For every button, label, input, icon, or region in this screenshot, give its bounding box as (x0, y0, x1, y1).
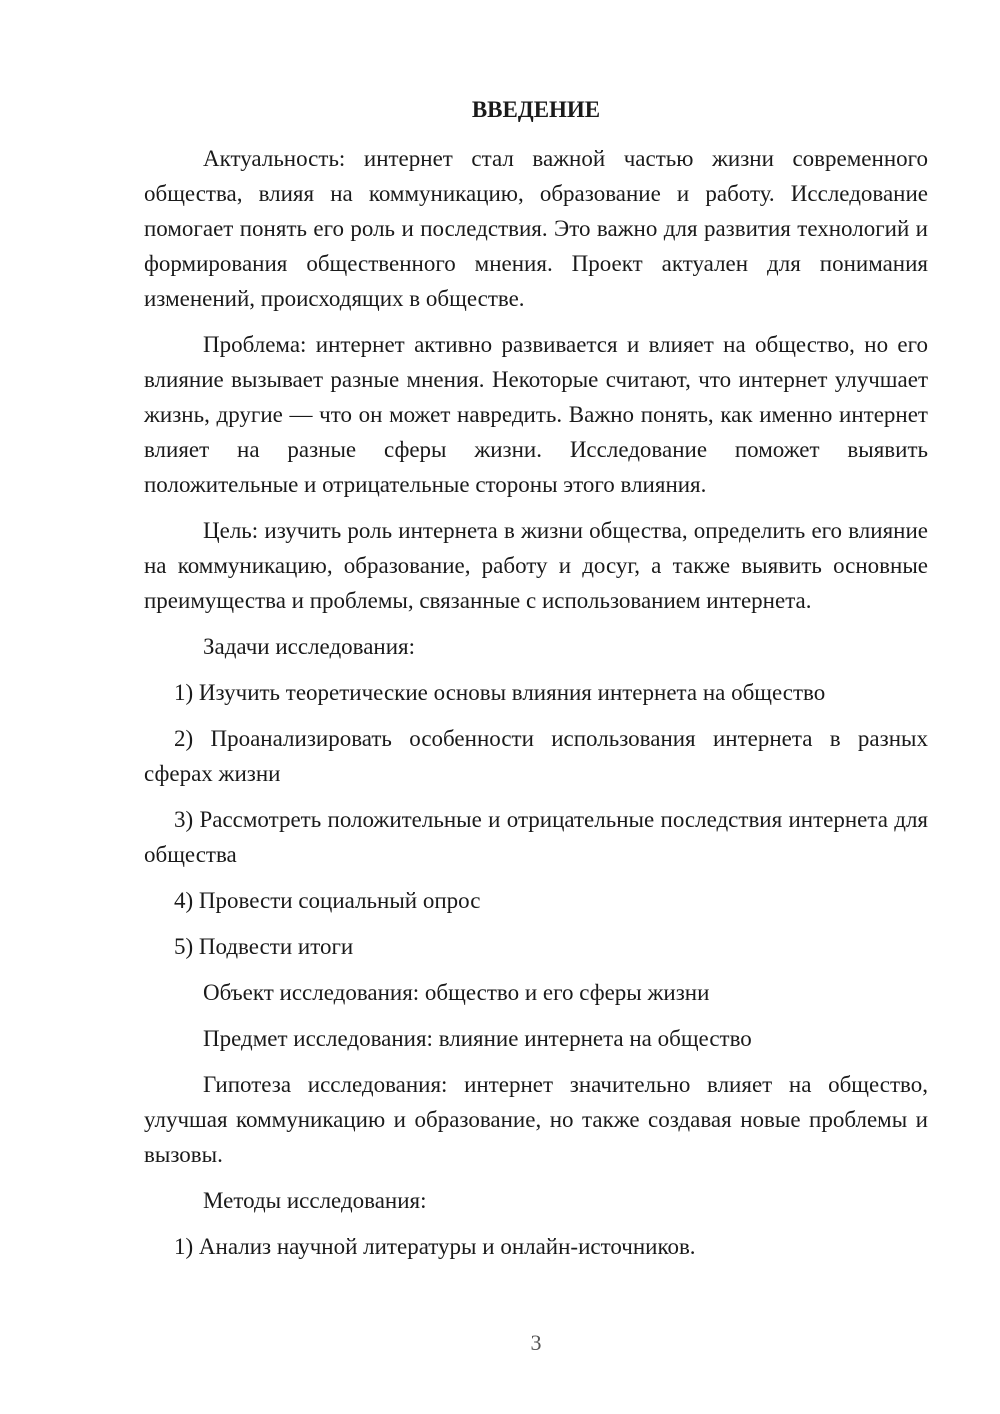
task-item-3: 3) Рассмотреть положительные и отрицательные последствия интернета для общества (144, 807, 928, 867)
problem-paragraph: Проблема: интернет активно развивается и влияет на общество, но его влияние вызывает разные мнения. Некоторые считают, что интернет улучшает жизнь, другие — что он может навредить. Важно понять, как именно интернет влияет на разные сферы жизни. Исследование поможет выявить положительные и отрицательные стороны этого влияния. (144, 332, 928, 497)
goal-paragraph: Цель: изучить роль интернета в жизни общества, определить его влияние на коммуникацию, образование, работу и досуг, а также выявить основные преимущества и проблемы, связанные с использованием интернета. (144, 518, 928, 613)
tasks-label: Задачи исследования: (203, 634, 416, 659)
task-item-2: 2) Проанализировать особенности использования интернета в разных сферах жизни (144, 726, 928, 786)
task-item-5: 5) Подвести итоги (174, 934, 354, 959)
hypothesis-paragraph: Гипотеза исследования: интернет значительно влияет на общество, улучшая коммуникацию и образование, но также создавая новые проблемы и вызовы. (144, 1072, 928, 1167)
method-item-1: 1) Анализ научной литературы и онлайн-источников. (174, 1234, 696, 1259)
subject-line: Предмет исследования: влияние интернета на общество (203, 1026, 752, 1051)
relevance-paragraph: Актуальность: интернет стал важной частью жизни современного общества, влияя на коммуникацию, образование и работу. Исследование помогает понять его роль и последствия. Это важно для развития технологий и формирования общественного мнения. Проект актуален для понимания изменений, происходящих в обществе. (144, 146, 928, 311)
task-item-1: 1) Изучить теоретические основы влияния интернета на общество (174, 680, 826, 705)
methods-label: Методы исследования: (203, 1188, 427, 1213)
document-page (144, 92, 928, 1275)
object-line: Объект исследования: общество и его сферы жизни (203, 980, 710, 1005)
task-item-4: 4) Провести социальный опрос (174, 888, 481, 913)
page-number: 3 (530, 1330, 542, 1355)
section-title: ВВЕДЕНИЕ (471, 97, 601, 122)
